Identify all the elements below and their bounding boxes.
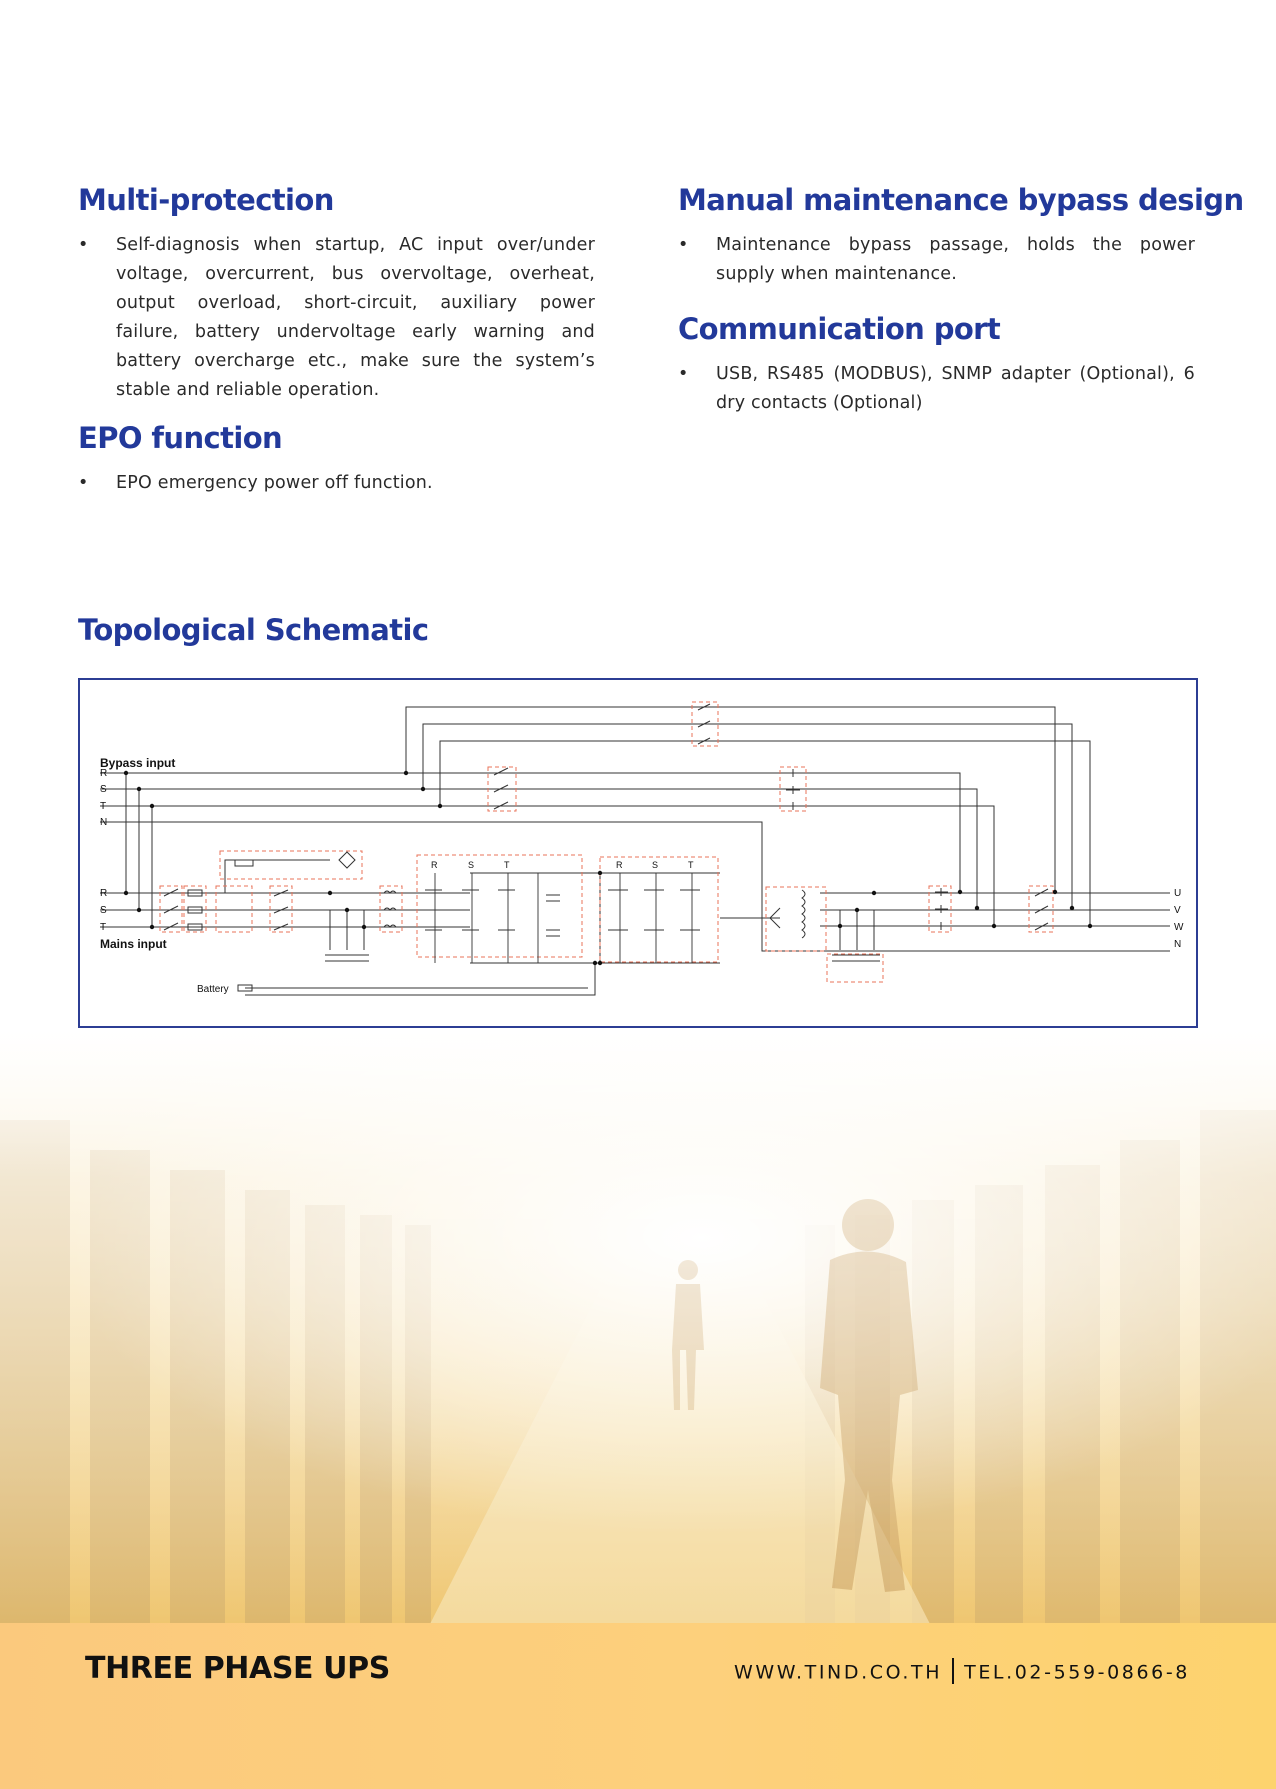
bullet-icon: •	[78, 473, 89, 493]
communication-port-heading: Communication port	[678, 312, 1001, 346]
battery-label: Battery	[197, 984, 229, 995]
output-phase-label: U	[1174, 888, 1182, 899]
footer-contact	[734, 1660, 1190, 1686]
bypass-phase-label: S	[100, 784, 107, 795]
inverter-phase-label: R	[616, 860, 623, 870]
bypass-phase-label: R	[100, 768, 108, 779]
multi-protection-text: Self-diagnosis when startup, AC input over/under voltage, overcurrent, bus overvoltage, overheat, output overload, short-circuit, auxiliary power failure, battery undervoltage early warning and battery overcharge etc., make sure the system’s stable and reliable operation.	[116, 235, 595, 400]
website-link[interactable]: WWW.TIND.CO.TH	[734, 1661, 943, 1684]
multi-protection-heading: Multi-protection	[78, 183, 334, 217]
communication-port-text: USB, RS485 (MODBUS), SNMP adapter (Optional), 6 dry contacts (Optional)	[716, 364, 1195, 413]
manual-bypass-text: Maintenance bypass passage, holds the power supply when maintenance.	[716, 235, 1195, 284]
list-item	[78, 469, 595, 498]
mains-input-label: Mains input	[100, 937, 167, 951]
list-item	[78, 231, 595, 405]
output-phase-label: N	[1174, 939, 1182, 950]
topological-schematic-heading: Topological Schematic	[78, 613, 429, 647]
bullet-icon: •	[678, 364, 689, 384]
footer-bar	[0, 1623, 1276, 1789]
mains-phase-label: R	[100, 888, 108, 899]
data-center-background-image	[0, 1030, 1276, 1624]
mains-phase-label: T	[100, 922, 107, 933]
multi-protection-list	[78, 231, 595, 405]
phone-number[interactable]: TEL.02-559-0866-8	[964, 1661, 1190, 1684]
list-item	[678, 231, 1195, 289]
bypass-input-label: Bypass input	[100, 756, 176, 770]
inverter-phase-label: S	[652, 860, 659, 870]
rectifier-phase-label: S	[468, 860, 475, 870]
divider	[952, 1658, 954, 1684]
mains-phase-label: S	[100, 905, 107, 916]
topological-schematic-diagram	[78, 678, 1198, 1028]
data-center-illustration	[0, 1030, 1276, 1624]
manual-bypass-list	[678, 231, 1195, 289]
epo-function-heading: EPO function	[78, 421, 283, 455]
rectifier-phase-label: T	[504, 860, 510, 870]
inverter-phase-label: T	[688, 860, 694, 870]
schematic-drawing	[80, 680, 1196, 1026]
epo-function-text: EPO emergency power off function.	[116, 473, 433, 493]
communication-port-list	[678, 360, 1195, 418]
manual-bypass-heading: Manual maintenance bypass design	[678, 183, 1244, 217]
bullet-icon: •	[78, 235, 89, 255]
bypass-phase-label: N	[100, 817, 108, 828]
rectifier-phase-label: R	[431, 860, 438, 870]
epo-function-list	[78, 469, 595, 498]
footer-product-title: THREE PHASE UPS	[85, 1651, 390, 1686]
output-phase-label: W	[1174, 922, 1184, 933]
bypass-phase-label: T	[100, 801, 107, 812]
output-phase-label: V	[1174, 905, 1181, 916]
list-item	[678, 360, 1195, 418]
bullet-icon: •	[678, 235, 689, 255]
